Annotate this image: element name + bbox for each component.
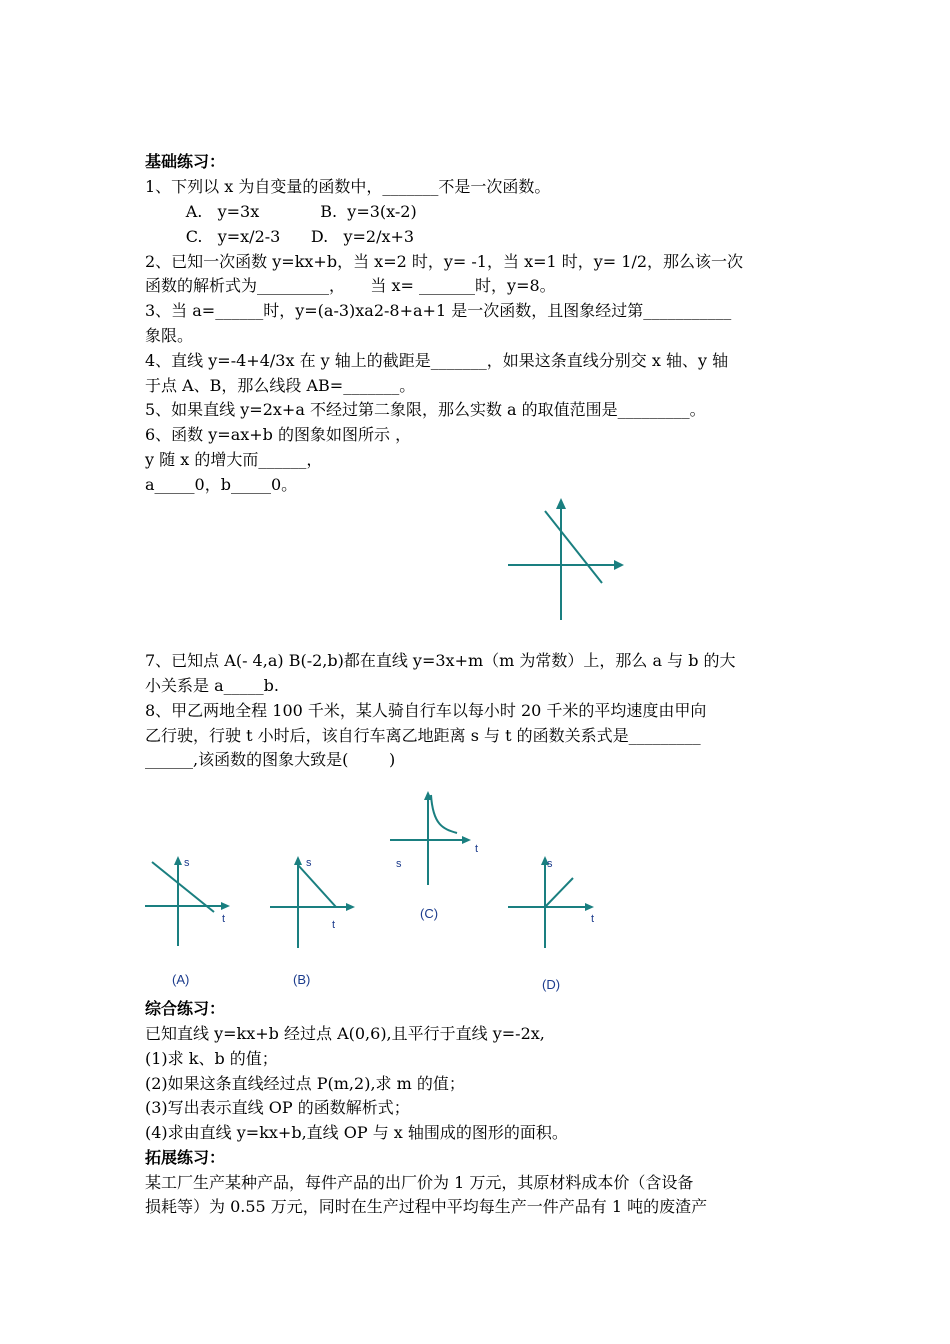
axis-s-label: s [184,857,190,869]
axis-t-label: t [332,919,336,931]
text-line: (1)求 k、b 的值； [145,1049,278,1068]
text-line: a_____0，b_____0。 [145,475,298,494]
text-line: (3)写出表示直线 OP 的函数解析式； [145,1098,410,1117]
y-arrow [556,498,566,509]
text-line: 小关系是 a_____b. [145,676,279,695]
section-title-extension: 拓展练习： [145,1148,226,1167]
text-line: 象限。 [145,326,194,345]
section-title-comprehensive: 综合练习： [145,999,226,1018]
text-line: 于点 A、B，那么线段 AB=_______。 [145,376,416,395]
text-line: 函数的解析式为_________， 当 x= _______时，y=8。 [145,276,556,295]
text-line: A. y=3x B. y=3(x-2) [145,202,417,221]
graph-a [140,850,240,950]
option-d-label: (D) [542,977,561,992]
text-line: y 随 x 的增大而______， [145,450,323,469]
q6-graph-figure [500,495,630,625]
graph-b [265,850,365,950]
function-line [545,511,602,583]
text-line: 3、当 a=______时，y=(a-3)xa2-8+a+1 是一次函数，且图象经过第___________ [145,301,732,320]
option-c-label: (C) [420,906,439,921]
text-line: 损耗等）为 0.55 万元，同时在生产过程中平均每生产一件产品有 1 吨的废渣产 [145,1197,708,1216]
axis-t-label: t [475,843,479,855]
text-line: 8、甲乙两地全程 100 千米，某人骑自行车以每小时 20 千米的平均速度由甲向 [145,701,707,720]
option-b-label: (B) [293,972,311,987]
x-arrow [614,560,624,570]
axis-t-label: t [222,913,226,925]
text-line: 7、已知点 A(- 4,a) B(-2,b)都在直线 y=3x+m（m 为常数）上，那么 a 与 b 的大 [145,651,736,670]
axis-s-label: s [306,857,312,869]
section-title-basic: 基础练习： [145,152,226,171]
text-line: C. y=x/2-3 D. y=2/x+3 [145,227,415,246]
text-line: (4)求由直线 y=kx+b,直线 OP 与 x 轴围成的图形的面积。 [145,1123,568,1142]
text-line: (2)如果这条直线经过点 P(m,2),求 m 的值； [145,1074,465,1093]
axis-t-label: t [591,913,595,925]
text-line: ______,该函数的图象大致是( ) [145,750,396,769]
text-line: 1、下列以 x 为自变量的函数中，_______不是一次函数。 [145,177,551,196]
text-line: 已知直线 y=kx+b 经过点 A(0,6),且平行于直线 y=-2x, [145,1024,545,1043]
text-line: 2、已知一次函数 y=kx+b，当 x=2 时，y= -1，当 x=1 时，y= 1/2，那么该一次 [145,252,744,271]
text-line: 某工厂生产某种产品，每件产品的出厂价为 1 万元，其原材料成本价（含设备 [145,1173,694,1192]
text-line: 6、函数 y=ax+b 的图象如图所示 ， [145,425,412,444]
text-line: 4、直线 y=-4+4/3x 在 y 轴上的截距是_______，如果这条直线分别交 x 轴、y 轴 [145,351,729,370]
option-a-label: (A) [172,972,190,987]
text-line: 5、如果直线 y=2x+a 不经过第二象限，那么实数 a 的取值范围是_________。 [145,400,706,419]
axis-s-label: s [547,858,553,870]
graph-d [505,850,605,950]
text-line: 乙行驶，行驶 t 小时后，该自行车离乙地距离 s 与 t 的函数关系式是_________ [145,726,701,745]
axis-s-label: s [396,858,402,870]
graph-c [385,785,495,890]
